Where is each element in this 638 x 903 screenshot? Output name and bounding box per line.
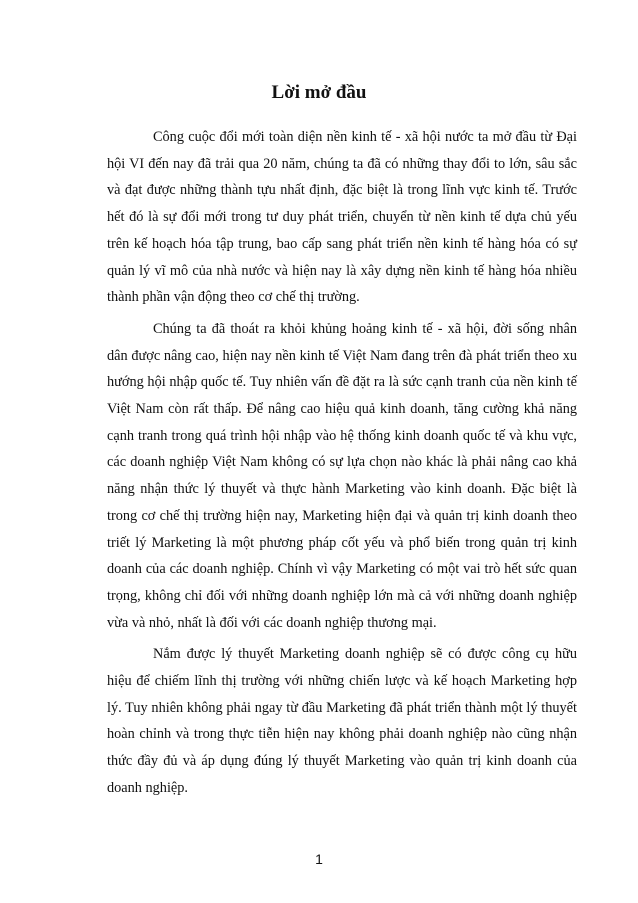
paragraph-3: Nắm được lý thuyết Marketing doanh nghiệp sẽ có được công cụ hữu hiệu để chiếm lĩnh thị trường với những chiến lược và kế hoạch Marketing hợp lý. Tuy nhiên không phải ngay từ đầu Marketing đã phát triển thành một lý thuyết hoàn chỉnh và trong thực tiễn hiện nay không phải doanh nghiệp nào cũng nhận thức đầy đủ và áp dụng đúng lý thuyết Marketing vào quản trị kinh doanh của doanh nghiệp.: [107, 646, 577, 796]
paragraph-1: Công cuộc đổi mới toàn diện nền kinh tế - xã hội nước ta mở đầu từ Đại hội VI đến nay đã trải qua 20 năm, chúng ta đã có những thay đổi to lớn, sâu sắc và đạt được những thành tựu nhất định, đặc biệt là trong lĩnh vực kinh tế. Trước hết đó là sự đổi mới trong tư duy phát triển, chuyển từ nền kinh tế dựa chủ yếu trên kế hoạch hóa tập trung, bao cấp sang phát triển nền kinh tế hàng hóa có sự quản lý vĩ mô của nhà nước và hiện nay là xây dựng nền kinh tế hàng hóa nhiều thành phần vận động theo cơ chế thị trường.: [107, 129, 577, 306]
page-title: Lời mở đầu: [271, 82, 367, 103]
page-number: 1: [315, 851, 323, 867]
paragraph-2: Chúng ta đã thoát ra khỏi khủng hoảng kinh tế - xã hội, đời sống nhân dân được nâng cao, hiện nay nền kinh tế Việt Nam đang trên đà phát triển theo xu hướng hội nhập quốc tế. Tuy nhiên vấn đề đặt ra là sức cạnh tranh của nền kinh tế Việt Nam còn rất thấp. Để nâng cao hiệu quả kinh doanh, tăng cường khả năng cạnh tranh trong quá trình hội nhập vào hệ thống kinh doanh quốc tế và khu vực, các doanh nghiệp Việt Nam không có sự lựa chọn nào khác là phải nâng cao khả năng nhận thức lý thuyết và thực hành Marketing vào kinh doanh. Đặc biệt là trong cơ chế thị trường hiện nay, Marketing hiện đại và quản trị kinh doanh theo triết lý Marketing là một phương pháp cốt yếu và phổ biến trong quản trị kinh doanh của các doanh nghiệp. Chính vì vậy Marketing có một vai trò hết sức quan trọng, không chỉ đối với những doanh nghiệp lớn mà cả với những doanh nghiệp vừa và nhỏ, nhất là đối với các doanh nghiệp thương mại.: [107, 320, 577, 631]
document-body: [107, 124, 577, 807]
